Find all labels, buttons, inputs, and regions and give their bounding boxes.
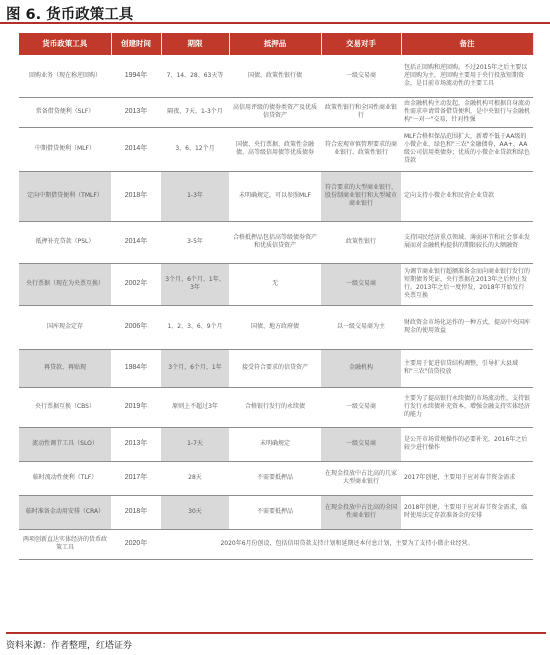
col-header-collateral: 抵押品 [229, 33, 321, 55]
policy-tools-table [19, 33, 534, 560]
cell-term: 1-3年 [161, 171, 229, 221]
cell-collateral: 国债、政策性银行债 [229, 55, 321, 97]
cell-tool: 再贷款、再贴现 [19, 349, 111, 387]
table-row [19, 461, 533, 495]
cell-tool: 定向中期借贷便利（TMLF） [19, 171, 111, 221]
cell-counterparty: 一级交易商 [321, 387, 401, 427]
cell-year: 1984年 [111, 349, 161, 387]
cell-term: 1-7天 [161, 427, 229, 461]
cell-note: 2018年创建，主要用于应对春节资金需求，临时使用法定存款准备金的安排 [401, 495, 533, 529]
table-row [19, 263, 533, 305]
cell-term: 原则上不超过3年 [161, 387, 229, 427]
cell-tool: 临时准备金动用安排（CRA） [19, 495, 111, 529]
cell-counterparty: 在现金投放中占比高的全国性商业银行 [321, 495, 401, 529]
cell-tool: 两项创新直达实体经济的货币政策工具 [19, 529, 111, 559]
table-row [19, 529, 533, 559]
cell-year: 1994年 [111, 55, 161, 97]
cell-note: 为调节商业银行超额准备金而向商业银行发行的短期债务凭证，央行票据在2013年之后停止发行。2013年之后一度停发，2018年开始发行央票互换 [401, 263, 533, 305]
cell-counterparty: 以一级交易商为主 [321, 305, 401, 349]
cell-counterparty: 一级交易商 [321, 55, 401, 97]
cell-combined-desc: 2020年6月份创设，包括信用贷款支持计划和延期还本付息计划，主要为了支持小微企业经营。 [161, 529, 533, 559]
cell-note: 包括正回购和逆回购。不过2015年之后主要以逆回购为主，逆回购主要用于央行投放短期资金，是目前市场流动性的主要工具 [401, 55, 533, 97]
table-row [19, 221, 533, 263]
cell-collateral: 不需要抵押品 [229, 461, 321, 495]
cell-counterparty: 符合要求的大型商业银行、股份制商业银行和大型城市商业银行 [321, 171, 401, 221]
cell-note: 是公开市场常规操作的必要补充，2016年之后较少进行操作 [401, 427, 533, 461]
cell-collateral: 无 [229, 263, 321, 305]
cell-collateral: 未明确规定 [229, 427, 321, 461]
cell-term: 3个月、6个月、1年、3年 [161, 263, 229, 305]
cell-tool: 央行票据互换（CBS） [19, 387, 111, 427]
cell-term: 28天 [161, 461, 229, 495]
cell-collateral: 合格抵押品包括高等级债券资产和优质信贷资产 [229, 221, 321, 263]
cell-year: 2020年 [111, 529, 161, 559]
cell-tool: 国库现金定存 [19, 305, 111, 349]
source-note: 资料来源：作者整理，红塔证券 [6, 632, 546, 652]
cell-collateral: 不需要抵押品 [229, 495, 321, 529]
cell-tool: 常备借贷便利（SLF） [19, 97, 111, 127]
table-body [19, 55, 533, 559]
cell-counterparty: 在现金投放中占比高的几家大型商业银行 [321, 461, 401, 495]
cell-collateral: 未明确规定，可以参照MLF [229, 171, 321, 221]
col-header-year: 创建时间 [111, 33, 161, 55]
col-header-counterparty: 交易对手 [321, 33, 401, 55]
table-row [19, 495, 533, 529]
cell-tool: 流动性调节工具（SLO） [19, 427, 111, 461]
cell-tool: 中期借贷便利（MLF） [19, 127, 111, 171]
table-row [19, 305, 533, 349]
cell-term: 7、14、28、63天等 [161, 55, 229, 97]
cell-year: 2002年 [111, 263, 161, 305]
cell-tool: 抵押补充贷款（PSL） [19, 221, 111, 263]
cell-tool: 回购业务（现在称逆回购） [19, 55, 111, 97]
cell-note: 由金融机构主动发起，金融机构可根据自身流动性需求申请常备借贷便利，是中央银行与金融机构"一对一"交易，针对性强 [401, 97, 533, 127]
cell-collateral: 合格银行发行的永续债 [229, 387, 321, 427]
cell-counterparty: 符合宏观审慎管理要求的商业银行、政策性银行 [321, 127, 401, 171]
cell-note: 支持国民经济重点领域、薄弱环节和社会事业发展而对金融机构提供的期限较长的大额融资 [401, 221, 533, 263]
col-header-tool: 货币政策工具 [19, 33, 111, 55]
cell-term: 3-5年 [161, 221, 229, 263]
cell-note: 定向支持小微企业和民营企业贷款 [401, 171, 533, 221]
cell-term: 隔夜、7天、1-3个月 [161, 97, 229, 127]
table-row [19, 349, 533, 387]
cell-counterparty: 金融机构 [321, 349, 401, 387]
cell-year: 2013年 [111, 97, 161, 127]
cell-term: 3、6、12个月 [161, 127, 229, 171]
cell-term: 1、2、3、6、9个月 [161, 305, 229, 349]
cell-counterparty: 政策性银行和全国性商业银行 [321, 97, 401, 127]
cell-counterparty: 政策性银行 [321, 221, 401, 263]
cell-note: MLF合格担保品范围扩大，新增不低于AA级的小微企业、绿色和"三农"金融债券，AA+、AA级公司信用类债券；优质的小微企业贷款和绿色贷款 [401, 127, 533, 171]
cell-year: 2018年 [111, 171, 161, 221]
cell-counterparty: 一级交易商 [321, 263, 401, 305]
cell-collateral: 高信用评级的债券类资产及优质信贷资产 [229, 97, 321, 127]
table-row [19, 97, 533, 127]
cell-note: 主要用于促进信贷结构调整，引导扩大县域和"三农"信贷投放 [401, 349, 533, 387]
cell-year: 2018年 [111, 495, 161, 529]
cell-year: 2019年 [111, 387, 161, 427]
cell-counterparty: 一级交易商 [321, 427, 401, 461]
cell-term: 30天 [161, 495, 229, 529]
cell-term: 3个月、6个月、1年 [161, 349, 229, 387]
cell-collateral: 接受符合要求的信贷资产 [229, 349, 321, 387]
cell-year: 2006年 [111, 305, 161, 349]
col-header-term: 期限 [161, 33, 229, 55]
table-row [19, 427, 533, 461]
table-row [19, 171, 533, 221]
cell-year: 2014年 [111, 221, 161, 263]
cell-tool: 央行票据（现在为央票互换） [19, 263, 111, 305]
table-row [19, 387, 533, 427]
cell-note: 财政资金市场化运作的一种方式，提高中央国库现金的使用效益 [401, 305, 533, 349]
cell-year: 2014年 [111, 127, 161, 171]
cell-collateral: 国债、地方政府债 [229, 305, 321, 349]
col-header-note: 备注 [401, 33, 533, 55]
cell-note: 主要为了提高银行永续债的市场流动性，支持银行发行永续债补充资本，增强金融支持实体经济的能力 [401, 387, 533, 427]
table-row [19, 55, 533, 97]
table-row [19, 127, 533, 171]
cell-note: 2017年创建，主要用于应对春节资金需求 [401, 461, 533, 495]
cell-year: 2017年 [111, 461, 161, 495]
cell-tool: 临时流动性便利（TLF） [19, 461, 111, 495]
table-header-row [19, 33, 533, 55]
cell-year: 2013年 [111, 427, 161, 461]
figure-title: 图 6. 货币政策工具 [0, 0, 550, 24]
cell-collateral: 国债、央行票据、政策性金融债、高等级信用债等优质债券 [229, 127, 321, 171]
